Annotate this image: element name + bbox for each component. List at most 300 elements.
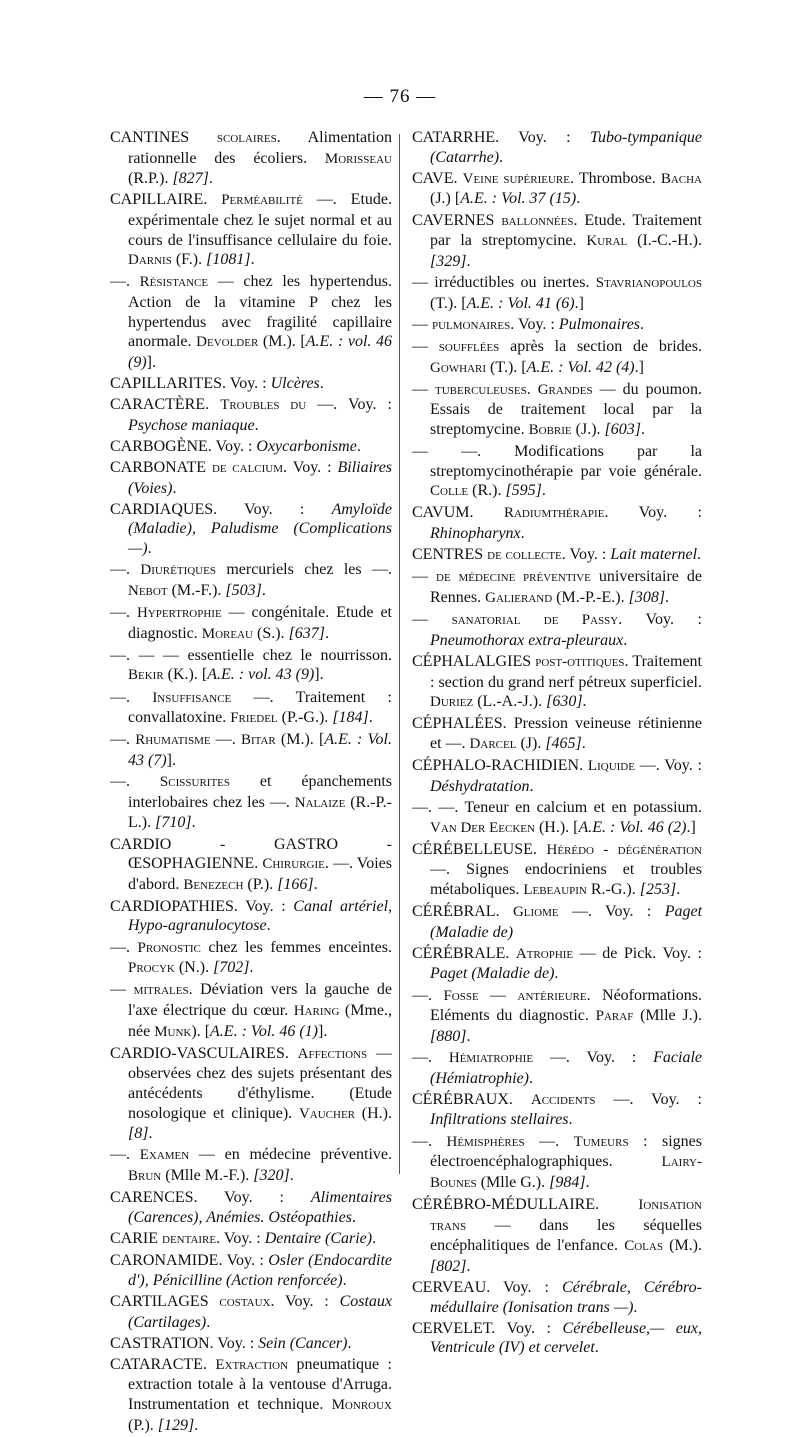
entry-text: [630] — [546, 693, 583, 711]
entry-text: —. — [412, 986, 444, 1004]
entry-text: Déshydratation — [430, 777, 530, 795]
entry-text: (M.). [ — [258, 333, 306, 351]
entry-text: . Déviation vers la gauche de l'axe électrique du cœur. — [128, 981, 393, 1020]
entry-text: —. — [110, 273, 140, 291]
entry-text: . Voy. : — [283, 459, 338, 477]
entry-text: Nebot — [128, 582, 168, 599]
entry-text: . — [641, 420, 645, 438]
entry-text: . — [581, 734, 586, 752]
entry-text: . Voy. : — [561, 546, 611, 564]
entry-text: CARENCES. Voy. : — [110, 1189, 311, 1207]
entry-text: . — [147, 540, 152, 558]
entry-text: Galierand — [485, 590, 553, 606]
entry-text: CÉPHALO-RACHIDIEN. — [412, 757, 588, 775]
entry-text: . — [249, 959, 254, 977]
entry-text: . — [582, 693, 587, 711]
entry-text: Vaucher — [298, 1105, 356, 1122]
entry-text: [166] — [277, 875, 314, 893]
entry-text: . — [206, 1313, 211, 1331]
entry-text: —. — [110, 688, 153, 706]
entry-text: (R.P.). — [128, 170, 173, 188]
entry-text: CASTRATION. Voy. : — [110, 1334, 259, 1352]
entry-text: —. — [110, 604, 137, 621]
entry-text: —. — [412, 1132, 447, 1150]
entry-text: . — [356, 437, 361, 455]
left-column — [110, 128, 392, 1437]
entry-text: — congénitale. Etude et diagnostic. — [128, 604, 393, 642]
entry-text: Ulcères — [270, 374, 320, 392]
entry-text: Stavrianopoulos — [595, 274, 702, 291]
entry-text: —. — [412, 1049, 449, 1066]
entry-text: Moreau — [201, 625, 253, 642]
index-entry — [412, 380, 702, 441]
entry-text: —. — [110, 561, 141, 579]
entry-text: (K.). [ — [163, 666, 208, 684]
entry-text: Tumeurs — [573, 1133, 629, 1150]
entry-text: Morisseau — [324, 150, 392, 167]
entry-text: . — [466, 1257, 471, 1275]
entry-text: CÉPHALÉES. Pression veineuse rétinienne et —. — [412, 715, 702, 752]
entry-text: Examen — [139, 1147, 190, 1164]
index-entry — [412, 1319, 702, 1358]
entry-text: Scissurites — [159, 774, 230, 791]
entry-text: — du poumon. Essais de traitement local par la streptomycine. — [430, 380, 703, 438]
entry-text: Atrophie — [515, 945, 574, 962]
entry-text: Extraction — [215, 1356, 289, 1373]
entry-text: . — [554, 965, 559, 983]
entry-text: Diurétiques — [140, 562, 216, 579]
entry-text: . — [313, 875, 318, 893]
entry-text: : signes électroencéphalographiques. — [430, 1132, 703, 1171]
index-entry — [412, 1195, 702, 1276]
entry-text: Kural — [586, 233, 628, 250]
entry-text: Pulmonaires — [558, 315, 641, 333]
entry-text: . — [191, 814, 196, 832]
entry-text: (T.). [ — [486, 358, 527, 376]
index-entry — [412, 273, 702, 313]
entry-text: CARDIAQUES. Voy. : — [110, 500, 332, 518]
entry-text: CARTILAGES — [110, 1292, 220, 1310]
entry-text: Bacha — [660, 170, 702, 187]
entry-text: ). [ — [191, 1022, 211, 1040]
entry-text: et épanchements interlobaires chez les —. — [128, 773, 393, 811]
entry-text: (Mlle G.). — [476, 1173, 550, 1191]
entry-text: —. — — essentielle chez le nourrisson. — [110, 646, 392, 664]
entry-text: Ionisation trans — [430, 1196, 702, 1234]
entry-text: CARDIO-VASCULAIRES. — [110, 1044, 298, 1062]
entry-text: Paget (Maladie de) — [430, 903, 703, 941]
entry-text: [503] — [225, 581, 262, 599]
entry-text: Radiumthérapie — [503, 505, 605, 522]
entry-text: Oxycarbonisme — [256, 437, 357, 455]
entry-text: CAPILLARITES. Voy. : — [110, 374, 271, 392]
entry-text: (L.-A.-J.). — [473, 693, 547, 711]
entry-text: Paget (Maladie de) — [430, 965, 555, 983]
entry-text: Cérébelleuse,— eux, Ventricule (IV) et cervelet — [430, 1319, 703, 1357]
entry-text: . Thrombose. — [569, 169, 661, 187]
index-entry — [110, 128, 392, 189]
entry-text: Darcel — [469, 735, 517, 752]
entry-text: Colle — [430, 483, 469, 500]
index-entry — [110, 897, 392, 936]
entry-text: CATARRHE. Voy. : — [412, 129, 590, 146]
entry-text: —. — [524, 1132, 574, 1150]
entry-text: . — [372, 1229, 377, 1247]
entry-text: costaux — [219, 1293, 271, 1310]
index-entry — [110, 500, 392, 559]
entry-text: Faciale (Hémiatrophie) — [430, 1049, 703, 1087]
index-entry — [110, 1334, 392, 1354]
entry-text: CERVELET. Voy. : — [412, 1319, 563, 1337]
entry-text: Affections — [297, 1045, 368, 1062]
entry-text: Résistance — [139, 274, 209, 291]
entry-text: Pronostic — [137, 939, 201, 956]
entry-text: [129] — [157, 1416, 195, 1434]
index-entry — [110, 437, 392, 457]
index-entry — [110, 395, 392, 435]
entry-text: Gliome — [512, 904, 559, 921]
entry-text: [984] — [549, 1173, 586, 1191]
entry-text: mercuriels chez les —. — [215, 561, 392, 579]
entry-text: . Etude. Traitement par la streptomycine. — [430, 211, 703, 250]
entry-text: [8] — [128, 1125, 149, 1143]
entry-text: CARDIOPATHIES. Voy. : — [110, 897, 294, 915]
entry-text: Tubo-tympanique (Catarrhe) — [430, 129, 702, 166]
entry-text: [1081] — [206, 251, 251, 269]
index-entry — [412, 1278, 702, 1317]
index-entry — [412, 944, 702, 984]
entry-text: . — [526, 380, 538, 398]
entry-text: tuberculeuses — [435, 381, 527, 398]
entry-text: CÉPHALALGIES — [412, 652, 536, 670]
entry-text: .] — [634, 358, 644, 376]
entry-text: CATARACTE. — [110, 1355, 216, 1373]
entry-text: [710] — [155, 814, 192, 832]
entry-text: Perméabilité — [221, 192, 303, 209]
entry-text: Troubles du — [220, 397, 307, 414]
entry-text: . — [623, 631, 628, 649]
index-entry — [110, 272, 392, 372]
entry-text: . — [250, 251, 255, 269]
entry-text: [880] — [430, 1027, 467, 1045]
entry-text: A.E. : Vol. 42 (4) — [526, 358, 635, 376]
entry-text: —. — [110, 1146, 140, 1164]
entry-text: Psychose maniaque — [128, 416, 255, 434]
entry-text: Haring — [293, 1003, 340, 1020]
index-entry — [412, 1132, 702, 1194]
entry-text: . — [640, 315, 645, 333]
entry-text: Rhinopharynx — [430, 525, 521, 543]
entry-text: Cérébrale, Cérébro-médullaire (Ionisation trans —) — [430, 1278, 702, 1316]
entry-text: pneumatique : extraction totale à la ventouse d'Arruga. Instrumentation et technique. — [128, 1355, 392, 1414]
entry-text: (H.). [ — [534, 818, 579, 836]
entry-text: CANTINES — [110, 129, 217, 146]
entry-text: . — [289, 1166, 294, 1184]
index-entry — [412, 714, 702, 754]
entry-text: [320] — [253, 1166, 290, 1184]
entry-text: Costaux (Cartilages) — [128, 1292, 393, 1331]
entry-text: Lebeaupin — [523, 881, 587, 898]
entry-text: ]. — [314, 666, 324, 684]
entry-text: mitrales — [133, 982, 189, 999]
index-entry — [110, 835, 392, 896]
entry-text: — dans les séquelles encéphalitiques de l'enfance. — [430, 1216, 702, 1255]
entry-text: —. Voy. : — [558, 903, 665, 921]
entry-text: Lait maternel — [610, 546, 698, 564]
entry-text: Nalaize — [294, 794, 346, 811]
entry-text: . — [528, 1069, 533, 1087]
entry-text: Hémiatrophie — [448, 1050, 534, 1066]
index-entry — [412, 902, 702, 942]
entry-text: Friedel — [230, 710, 278, 727]
entry-text: (Mlle J.). — [633, 1007, 702, 1025]
index-entry — [412, 986, 702, 1047]
entry-text: Biliaires (Voies) — [128, 459, 393, 497]
entry-text: . — [266, 917, 271, 935]
index-entry — [110, 938, 392, 979]
index-entry — [110, 1355, 392, 1435]
entry-text: . — [633, 1298, 638, 1316]
index-entry — [110, 646, 392, 686]
index-entry — [110, 1044, 392, 1144]
entry-text: après la section de brides. — [499, 337, 703, 355]
entry-text: . Néoformations. Eléments du diagnostic. — [430, 986, 702, 1025]
entry-text: Darnis — [128, 252, 172, 269]
entry-text: . Voy. : — [270, 1292, 340, 1310]
entry-text: . — [520, 525, 525, 543]
index-entry — [110, 730, 392, 770]
index-entry — [412, 503, 702, 543]
column-divider — [399, 134, 400, 1174]
entry-text: (P.). — [243, 875, 278, 893]
entry-text: (M.). — [662, 1237, 702, 1255]
entry-text: de médecine préventive — [436, 569, 591, 586]
entry-text: Munk — [154, 1023, 192, 1040]
entry-text: —. Voy. : — [595, 1090, 703, 1108]
index-entry — [412, 567, 702, 608]
entry-text: . Voy. : — [618, 611, 702, 629]
entry-text: . — [466, 1027, 471, 1045]
entry-text: . Voy. : — [216, 1229, 265, 1247]
index-entry — [412, 169, 702, 209]
entry-text: (J.). — [571, 420, 605, 438]
entry-text: CARIE — [110, 1229, 162, 1247]
entry-text: Bitar — [240, 732, 276, 749]
entry-text: R.-G.). — [586, 880, 640, 898]
entry-text: . — [665, 589, 670, 606]
index-entry — [412, 1090, 702, 1130]
entry-text: A.E. : vol. 43 (9) — [207, 666, 315, 684]
index-entry — [110, 190, 392, 270]
entry-text: [827] — [172, 170, 209, 188]
entry-text: CERVEAU. Voy. : — [412, 1278, 563, 1296]
entry-text: . — [529, 777, 534, 795]
entry-text: —. — [210, 731, 241, 749]
entry-text: Lairy-Bounes — [430, 1154, 702, 1191]
entry-text: . — [342, 1271, 347, 1289]
index-entry — [110, 1145, 392, 1186]
entry-text: .] — [686, 818, 696, 836]
index-entry — [110, 560, 392, 601]
entry-text: CAVUM. — [412, 504, 504, 522]
entry-text: —. Voy. : — [533, 1049, 654, 1066]
entry-text: —. — [110, 773, 160, 791]
index-entry — [110, 772, 392, 833]
entry-text: . — [576, 190, 581, 208]
entry-text: ]. — [318, 1022, 328, 1040]
entry-text: A.E. : vol. 46 (9) — [128, 333, 392, 371]
entry-text: (N.). — [174, 959, 214, 977]
entry-text: (M.-F.). — [167, 581, 226, 599]
page-number: — 76 — — [363, 86, 437, 107]
entry-text: —. Traitement : convallatoxine. — [128, 688, 392, 727]
index-entry — [412, 442, 702, 502]
entry-text: (P.-G.). — [277, 709, 333, 727]
entry-text: Veine supérieure — [462, 170, 570, 187]
entry-text: Procyk — [128, 960, 175, 977]
entry-text: [595] — [505, 482, 542, 500]
entry-text: (S.). — [253, 624, 289, 642]
entry-text: . — [585, 1173, 590, 1191]
entry-text: (I.-C.-H.). — [627, 232, 702, 250]
entry-text: . — [261, 581, 266, 599]
entry-text: Chirurgie — [262, 856, 325, 873]
entry-text: CAPILLAIRE. — [110, 191, 222, 209]
entry-text: Insuffisance — [152, 689, 232, 706]
entry-text: [702] — [213, 959, 250, 977]
entry-text: [184] — [332, 709, 369, 727]
entry-text: Brun — [128, 1167, 162, 1184]
entry-text: CARBONATE — [110, 459, 212, 477]
entry-text: (Mlle M.-F.). — [161, 1166, 254, 1184]
entry-text: . — [148, 1125, 153, 1143]
entry-text: A.E. : Vol. 41 (6) — [466, 294, 575, 312]
entry-text: . — [208, 170, 213, 188]
entry-text: antérieure — [517, 987, 587, 1004]
entry-text: pulmonaires — [432, 316, 511, 333]
entry-text: Hémisphères — [446, 1133, 525, 1150]
entry-text: — —. Modifications par la streptomycinothérapie par voie générale. — [412, 443, 702, 480]
entry-text: —. Voy. : — [306, 396, 393, 414]
entry-text: Bobrie — [528, 421, 572, 438]
entry-text: Colas — [624, 1238, 663, 1255]
entry-text: (Mme., née — [128, 1002, 392, 1040]
entry-text: Gowhari — [430, 359, 487, 376]
entry-text: . Traitement : section du grand nerf pétreux superficiel. — [430, 652, 702, 691]
entry-text: Devolder — [196, 334, 259, 351]
entry-text: Hérédo - dégénération — [546, 841, 702, 858]
index-entry — [110, 980, 392, 1042]
entry-text: CÉRÉBRAL. — [412, 903, 513, 921]
entry-text: CENTRES — [412, 546, 488, 564]
entry-text: [308] — [628, 589, 666, 606]
entry-text: . — [574, 294, 579, 312]
entry-text: . — [325, 624, 330, 642]
entry-text: A.E. : Vol. 37 (15) — [460, 190, 577, 208]
entry-text: Fosse — [443, 987, 479, 1004]
index-entry — [412, 798, 702, 838]
entry-text: . — [676, 880, 681, 898]
entry-text: . — [568, 1111, 573, 1129]
entry-text: sanatorial de Passy — [451, 612, 619, 629]
entry-text: universitaire de Rennes. — [430, 568, 702, 606]
entry-text: soufflées — [438, 338, 500, 355]
entry-text: . — [594, 1339, 599, 1357]
entry-text: — — [412, 568, 437, 586]
entry-text: CÉRÉBRALE. — [412, 944, 516, 962]
entry-text: ballonnées — [501, 212, 574, 229]
right-column — [412, 128, 702, 1359]
entry-text: Amyloïde (Maladie), Paludisme (Complications —) — [128, 500, 392, 558]
entry-text: post-otitiques — [535, 653, 625, 670]
index-entry — [110, 1251, 392, 1290]
entry-text: . — [347, 1334, 352, 1352]
entry-text: — — [110, 981, 134, 999]
index-entry — [412, 211, 702, 272]
entry-text: Sein (Cancer) — [258, 1334, 348, 1352]
entry-text: . — [541, 482, 546, 500]
entry-text: Rhumatisme — [135, 732, 211, 749]
entry-text: (F.). — [171, 251, 207, 269]
entry-text: Canal artériel, Hypo-agranulocytose — [128, 897, 393, 935]
entry-text: —. Signes endocriniens et troubles métaboliques. — [430, 861, 702, 898]
entry-text: . — [254, 416, 259, 434]
entry-text: CÉRÉBELLEUSE. — [412, 840, 547, 858]
entry-text: Accidents — [530, 1091, 596, 1108]
index-entry — [412, 128, 702, 167]
entry-text: — observées chez des sujets présentant des antécédents d'éthylisme. (Etude nosologique et clinique). — [128, 1044, 392, 1122]
entry-text: Dentaire (Carie) — [264, 1229, 373, 1247]
index-entry — [412, 840, 702, 901]
entry-text: (R.). — [468, 482, 506, 500]
entry-text: . — [172, 479, 177, 497]
entry-text: A.E. : Vol. 46 (1) — [210, 1022, 319, 1040]
entry-text: . —. Voies d'abord. — [128, 855, 392, 893]
entry-text: — — [412, 315, 432, 333]
entry-text: . Voy. : — [510, 315, 559, 333]
index-entry — [412, 337, 702, 378]
entry-text: Hypertrophie — [136, 605, 222, 621]
entry-text: . — [351, 1208, 356, 1226]
entry-text: — chez les hypertendus. Action de la vitamine P chez les hypertendus avec fragilité capillaire anormale. — [128, 273, 393, 351]
index-entry — [110, 603, 392, 644]
entry-text: de collecte — [487, 547, 562, 564]
entry-text: CARBOGÈNE. Voy. : — [110, 437, 257, 455]
entry-text: A.E. : Vol. 46 (2) — [578, 818, 687, 836]
entry-text: . Alimentation rationnelle des écoliers. — [128, 129, 392, 167]
entry-text: — en médecine préventive. — [189, 1146, 393, 1164]
index-entry — [412, 1048, 702, 1088]
entry-text: Grandes — [537, 381, 593, 398]
entry-text: CARONAMIDE. Voy. : — [110, 1252, 269, 1270]
entry-text: Benezech — [183, 876, 244, 893]
entry-text: (J). — [516, 734, 546, 752]
entry-text: . Voy. : — [604, 504, 703, 522]
index-entry — [110, 1229, 392, 1250]
entry-text: Duriez — [430, 694, 474, 711]
entry-text: CÉRÉBRO-MÉDULLAIRE. — [412, 1195, 639, 1213]
index-entry — [412, 315, 702, 336]
entry-text: (H.). — [355, 1104, 392, 1122]
entry-text: de calcium — [211, 460, 284, 477]
entry-text: . — [194, 1416, 199, 1434]
entry-text: Pneumothorax extra-pleuraux — [430, 631, 624, 649]
entry-text: —. — [110, 938, 138, 956]
index-entry — [110, 374, 392, 394]
entry-text: . — [368, 709, 373, 727]
entry-text: (P.). — [128, 1416, 158, 1434]
entry-text: (T.). [ — [430, 294, 467, 312]
